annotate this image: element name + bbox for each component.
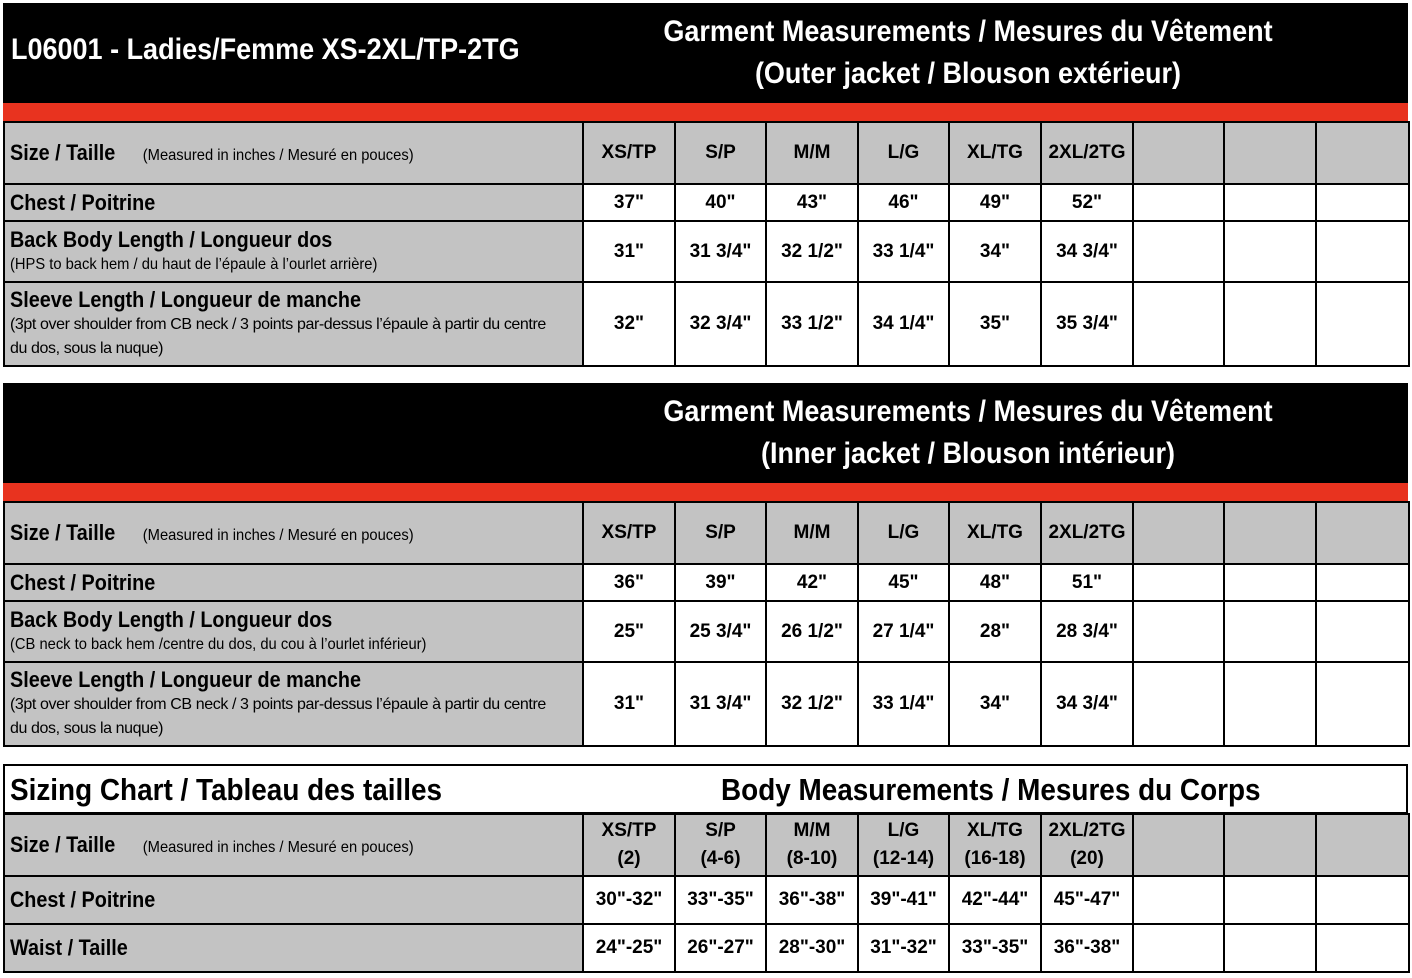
size-name: S/P <box>705 820 736 841</box>
empty-size-cell <box>1316 814 1409 876</box>
row-label-cell <box>4 184 583 221</box>
table-row <box>4 502 1409 564</box>
sizing-header <box>3 764 1408 814</box>
value-cell: 39" <box>675 564 766 601</box>
size-range: (8-10) <box>786 848 838 869</box>
size-label: Size / Taille <box>10 832 116 857</box>
row-label: Back Body Length / Longueur dos <box>10 226 333 252</box>
outer-header <box>3 3 1408 103</box>
sizing-chart-title: Sizing Chart / Tableau des tailles <box>10 772 443 807</box>
value-cell: 35" <box>949 282 1041 366</box>
inner-measurements-table <box>3 501 1410 747</box>
size-note: (Measured in inches / Mesuré en pouces) <box>143 527 415 544</box>
size-cell: XL/TG <box>949 502 1041 564</box>
empty-cell <box>1133 601 1224 662</box>
body-measurements-section <box>3 764 1408 974</box>
size-cell: 2XL/2TG <box>1041 502 1133 564</box>
empty-cell <box>1316 282 1409 366</box>
empty-size-cell <box>1133 502 1224 564</box>
row-label-cell <box>4 221 583 282</box>
empty-cell <box>1133 924 1224 972</box>
size-range: (4-6) <box>700 848 741 869</box>
row-label-cell <box>4 282 583 366</box>
empty-size-cell <box>1224 814 1316 876</box>
value-cell: 40" <box>675 184 766 221</box>
empty-size-cell <box>1316 122 1409 184</box>
table-row <box>4 814 1409 876</box>
empty-size-cell <box>1224 502 1316 564</box>
empty-cell <box>1224 221 1316 282</box>
size-cell: XS/TP <box>583 122 675 184</box>
size-name: M/M <box>793 820 831 841</box>
empty-cell <box>1133 184 1224 221</box>
empty-cell <box>1316 924 1409 972</box>
size-cell: M/M <box>766 122 858 184</box>
size-header-cell <box>4 814 583 876</box>
empty-cell <box>1133 662 1224 746</box>
size-label: Size / Taille <box>10 140 116 165</box>
size-cell: XL/TG <box>949 122 1041 184</box>
empty-size-cell <box>1133 814 1224 876</box>
value-cell: 33"-35" <box>675 876 766 924</box>
inner-heading-line2: (Inner jacket / Blouson intérieur) <box>760 437 1176 470</box>
value-cell: 48" <box>949 564 1041 601</box>
value-cell: 26 1/2" <box>766 601 858 662</box>
row-label: Chest / Poitrine <box>10 887 156 912</box>
value-cell: 35 3/4" <box>1041 282 1133 366</box>
empty-size-cell <box>1316 502 1409 564</box>
size-cell <box>949 814 1041 876</box>
value-cell: 33"-35" <box>949 924 1041 972</box>
size-cell: M/M <box>766 502 858 564</box>
size-note: (Measured in inches / Mesuré en pouces) <box>143 839 415 856</box>
value-cell: 42" <box>766 564 858 601</box>
size-cell <box>1041 814 1133 876</box>
value-cell: 45"-47" <box>1041 876 1133 924</box>
table-row <box>4 876 1409 924</box>
value-cell: 31 3/4" <box>675 221 766 282</box>
inner-heading-line1: Garment Measurements / Mesures du Vêtement <box>663 395 1273 428</box>
outer-accent-bar <box>3 103 1408 121</box>
value-cell: 32 1/2" <box>766 662 858 746</box>
row-label-cell <box>4 601 583 662</box>
empty-cell <box>1316 876 1409 924</box>
empty-cell <box>1224 564 1316 601</box>
size-name: XS/TP <box>601 820 657 841</box>
row-sublabel: (HPS to back hem / du haut de l’épaule à l’ourlet arrière) <box>10 255 378 273</box>
value-cell: 31" <box>583 662 675 746</box>
value-cell: 34 3/4" <box>1041 662 1133 746</box>
size-cell <box>675 814 766 876</box>
row-sublabel: (3pt over shoulder from CB neck / 3 points par-dessus l’épaule à partir du centre du dos, sous la nuque) <box>10 696 546 737</box>
size-cell: L/G <box>858 502 949 564</box>
size-range: (20) <box>1070 848 1104 869</box>
value-cell: 34 3/4" <box>1041 221 1133 282</box>
value-cell: 26"-27" <box>675 924 766 972</box>
value-cell: 25" <box>583 601 675 662</box>
row-label-cell <box>4 662 583 746</box>
empty-cell <box>1316 662 1409 746</box>
table-row <box>4 662 1409 746</box>
value-cell: 31"-32" <box>858 924 949 972</box>
empty-cell <box>1224 184 1316 221</box>
value-cell: 36"-38" <box>766 876 858 924</box>
value-cell: 52" <box>1041 184 1133 221</box>
empty-size-cell <box>1224 122 1316 184</box>
row-label-cell <box>4 876 583 924</box>
value-cell: 34" <box>949 662 1041 746</box>
value-cell: 37" <box>583 184 675 221</box>
value-cell: 51" <box>1041 564 1133 601</box>
empty-cell <box>1224 282 1316 366</box>
table-row <box>4 221 1409 282</box>
size-range: (16-18) <box>964 848 1026 869</box>
size-name: L/G <box>887 820 920 841</box>
value-cell: 25 3/4" <box>675 601 766 662</box>
row-label: Back Body Length / Longueur dos <box>10 606 333 632</box>
table-row <box>4 122 1409 184</box>
empty-cell <box>1316 221 1409 282</box>
value-cell: 33 1/4" <box>858 221 949 282</box>
size-header-cell <box>4 502 583 564</box>
outer-jacket-section <box>3 3 1408 367</box>
value-cell: 27 1/4" <box>858 601 949 662</box>
outer-measurements-table <box>3 121 1410 367</box>
row-label: Sleeve Length / Longueur de manche <box>10 287 361 312</box>
value-cell: 42"-44" <box>949 876 1041 924</box>
empty-cell <box>1316 601 1409 662</box>
size-name: 2XL/2TG <box>1048 820 1126 841</box>
size-range: (2) <box>617 848 641 869</box>
empty-size-cell <box>1133 122 1224 184</box>
empty-cell <box>1316 184 1409 221</box>
value-cell: 45" <box>858 564 949 601</box>
value-cell: 32" <box>583 282 675 366</box>
row-label: Waist / Taille <box>10 935 128 960</box>
size-range: (12-14) <box>872 848 935 869</box>
empty-cell <box>1316 564 1409 601</box>
size-note: (Measured in inches / Mesuré en pouces) <box>143 147 415 164</box>
value-cell: 28"-30" <box>766 924 858 972</box>
value-cell: 33 1/2" <box>766 282 858 366</box>
value-cell: 46" <box>858 184 949 221</box>
empty-cell <box>1224 662 1316 746</box>
product-title: L06001 - Ladies/Femme XS-2XL/TP-2TG <box>11 33 520 66</box>
value-cell: 36"-38" <box>1041 924 1133 972</box>
row-sublabel: (3pt over shoulder from CB neck / 3 points par-dessus l’épaule à partir du centre du dos, sous la nuque) <box>10 316 546 357</box>
body-measurements-table <box>3 813 1410 973</box>
empty-cell <box>1224 924 1316 972</box>
size-cell: S/P <box>675 502 766 564</box>
outer-heading <box>618 11 1318 95</box>
value-cell: 24"-25" <box>583 924 675 972</box>
table-row <box>4 564 1409 601</box>
row-label: Chest / Poitrine <box>10 569 156 595</box>
empty-cell <box>1133 876 1224 924</box>
table-row <box>4 924 1409 972</box>
row-label-cell <box>4 924 583 972</box>
value-cell: 33 1/4" <box>858 662 949 746</box>
value-cell: 31 3/4" <box>675 662 766 746</box>
empty-cell <box>1224 601 1316 662</box>
value-cell: 32 3/4" <box>675 282 766 366</box>
outer-heading-line2: (Outer jacket / Blouson extérieur) <box>754 57 1182 90</box>
body-measurements-title: Body Measurements / Mesures du Corps <box>721 772 1261 807</box>
value-cell: 30"-32" <box>583 876 675 924</box>
value-cell: 36" <box>583 564 675 601</box>
empty-cell <box>1133 564 1224 601</box>
row-sublabel: (CB neck to back hem /centre du dos, du cou à l’ourlet inférieur) <box>10 635 427 653</box>
table-row <box>4 601 1409 662</box>
size-label: Size / Taille <box>10 520 116 545</box>
size-cell: S/P <box>675 122 766 184</box>
inner-heading <box>618 391 1318 475</box>
inner-header <box>3 383 1408 483</box>
outer-heading-line1: Garment Measurements / Mesures du Vêtement <box>663 15 1273 48</box>
table-row <box>4 282 1409 366</box>
value-cell: 34" <box>949 221 1041 282</box>
size-cell: XS/TP <box>583 502 675 564</box>
value-cell: 31" <box>583 221 675 282</box>
value-cell: 32 1/2" <box>766 221 858 282</box>
size-cell: L/G <box>858 122 949 184</box>
size-cell <box>583 814 675 876</box>
empty-cell <box>1133 221 1224 282</box>
value-cell: 49" <box>949 184 1041 221</box>
size-name: XL/TG <box>967 820 1023 841</box>
table-row <box>4 184 1409 221</box>
inner-jacket-section <box>3 383 1408 747</box>
inner-accent-bar <box>3 483 1408 501</box>
row-label: Chest / Poitrine <box>10 189 156 215</box>
size-cell: 2XL/2TG <box>1041 122 1133 184</box>
row-label: Sleeve Length / Longueur de manche <box>10 667 361 692</box>
value-cell: 43" <box>766 184 858 221</box>
value-cell: 34 1/4" <box>858 282 949 366</box>
size-header-cell <box>4 122 583 184</box>
empty-cell <box>1133 282 1224 366</box>
value-cell: 28 3/4" <box>1041 601 1133 662</box>
size-cell <box>858 814 949 876</box>
value-cell: 28" <box>949 601 1041 662</box>
value-cell: 39"-41" <box>858 876 949 924</box>
size-cell <box>766 814 858 876</box>
row-label-cell <box>4 564 583 601</box>
empty-cell <box>1224 876 1316 924</box>
